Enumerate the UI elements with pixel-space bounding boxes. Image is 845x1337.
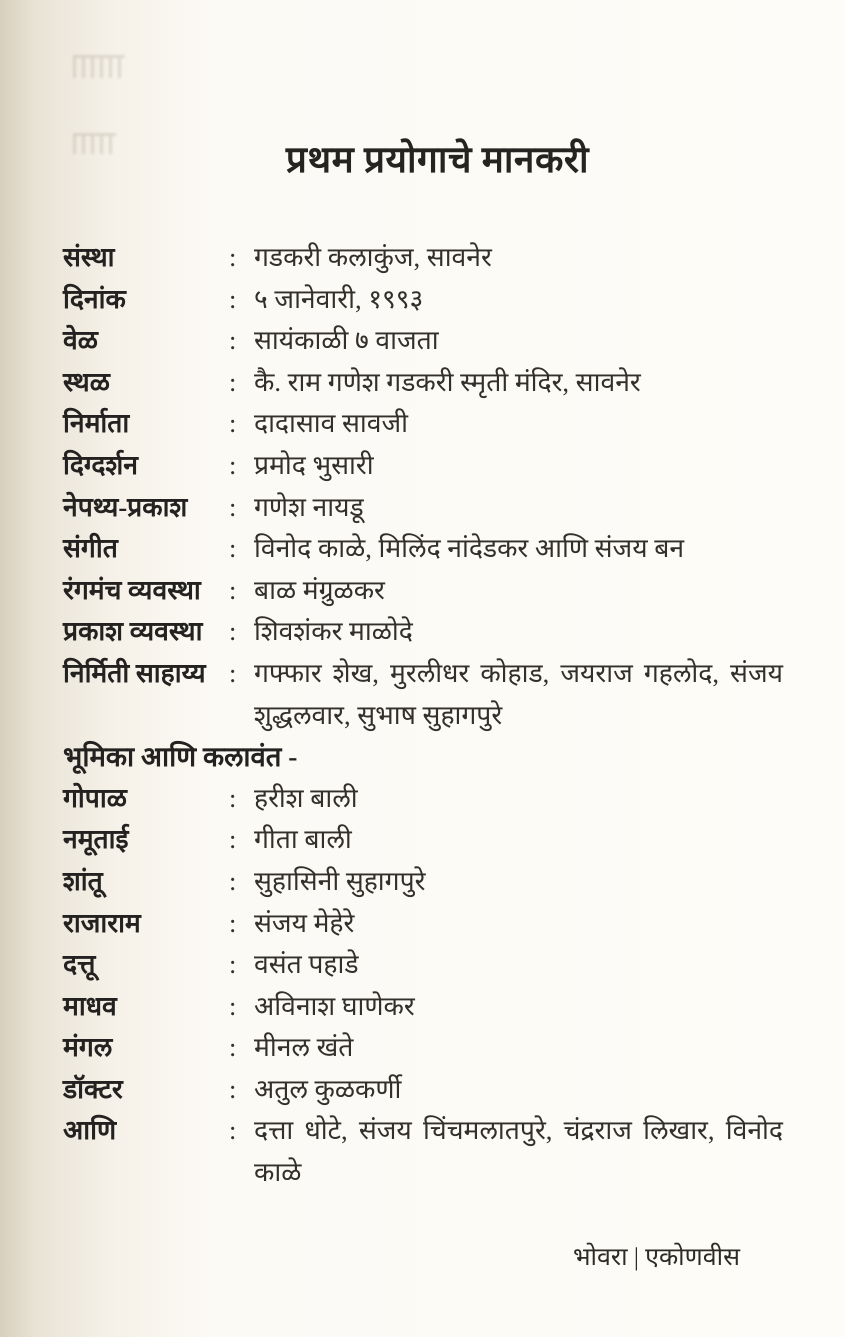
credit-label: संगीत <box>63 533 118 564</box>
cast-row <box>63 1027 783 1069</box>
page-title: प्रथम प्रयोगाचे मानकरी <box>285 140 590 181</box>
credit-value: सायंकाळी ७ वाजता <box>254 325 439 356</box>
cast-role: दत्तू <box>63 949 96 980</box>
show-through-mark <box>73 55 125 78</box>
credit-label: निर्मिती साहाय्य <box>63 657 206 688</box>
cast-role: डॉक्टर <box>63 1073 123 1104</box>
colon-separator: : <box>229 616 237 647</box>
cast-actor: अविनाश घाणेकर <box>254 990 415 1021</box>
colon-separator: : <box>229 782 237 813</box>
colon-separator: : <box>229 907 237 938</box>
credit-label: वेळ <box>63 325 98 356</box>
cast-actor: गीता बाली <box>254 824 352 855</box>
credit-row <box>63 403 783 445</box>
credit-row <box>63 279 783 321</box>
credit-label: स्थळ <box>63 366 110 397</box>
credit-value: ५ जानेवारी, १९९३ <box>254 283 424 314</box>
colon-separator: : <box>229 283 237 314</box>
cast-role: माधव <box>63 990 117 1021</box>
credit-row <box>63 570 783 612</box>
credit-row <box>63 487 783 529</box>
cast-list <box>63 778 783 1194</box>
cast-actor: सुहासिनी सुहागपुरे <box>254 865 426 896</box>
credit-label: संस्था <box>63 242 115 272</box>
cast-role: आणि <box>63 1115 117 1146</box>
cast-row <box>63 1069 783 1111</box>
colon-separator: : <box>229 1073 237 1104</box>
cast-row <box>63 1110 783 1193</box>
colon-separator: : <box>229 990 237 1021</box>
credit-value: प्रमोद भुसारी <box>254 449 374 480</box>
cast-role: गोपाळ <box>63 782 127 813</box>
colon-separator: : <box>229 242 237 272</box>
cast-actor: वसंत पहाडे <box>254 949 359 980</box>
cast-row <box>63 903 783 945</box>
credit-label: प्रकाश व्यवस्था <box>63 616 203 647</box>
colon-separator: : <box>229 1115 237 1146</box>
credit-row <box>63 237 783 279</box>
credits-list <box>63 237 783 736</box>
credit-label: रंगमंच व्यवस्था <box>63 574 201 605</box>
cast-actor: अतुल कुळकर्णी <box>254 1073 402 1104</box>
colon-separator: : <box>229 865 237 896</box>
cast-actor: दत्ता धोटे, संजय चिंचमलातपुरे, चंद्रराज लिखार, विनोद काळे <box>254 1115 783 1188</box>
credit-row <box>63 653 783 736</box>
colon-separator: : <box>229 366 237 397</box>
credit-value: गफ्फार शेख, मुरलीधर कोहाड, जयराज गहलोद, संजय शुद्धलवार, सुभाष सुहागपुरे <box>254 657 783 730</box>
colon-separator: : <box>229 449 237 480</box>
credit-value: विनोद काळे, मिलिंद नांदेडकर आणि संजय बन <box>254 533 685 564</box>
cast-actor: मीनल खंते <box>254 1032 354 1063</box>
colon-separator: : <box>229 491 237 522</box>
colon-separator: : <box>229 824 237 855</box>
cast-role: नमूताई <box>63 824 129 855</box>
cast-row <box>63 861 783 903</box>
page-footer: भोवरा | एकोणवीस <box>572 1244 740 1271</box>
credit-value: दादासाव सावजी <box>254 408 409 439</box>
cast-role: मंगल <box>63 1032 113 1063</box>
credit-row <box>63 445 783 487</box>
cast-actor: संजय मेहेरे <box>254 907 355 938</box>
cast-row <box>63 944 783 986</box>
colon-separator: : <box>229 408 237 439</box>
show-through-mark <box>73 133 116 154</box>
credit-row <box>63 611 783 653</box>
credit-value: शिवशंकर माळोदे <box>254 616 413 647</box>
credit-label: दिनांक <box>63 283 126 314</box>
cast-role: शांतू <box>63 865 103 896</box>
colon-separator: : <box>229 949 237 980</box>
credit-value: बाळ मंग्रुळकर <box>254 574 385 605</box>
cast-row <box>63 986 783 1028</box>
credit-label: नेपथ्य-प्रकाश <box>63 491 188 522</box>
credit-value: गडकरी कलाकुंज, सावनेर <box>254 242 492 272</box>
cast-row <box>63 819 783 861</box>
colon-separator: : <box>229 574 237 605</box>
colon-separator: : <box>229 325 237 356</box>
cast-row <box>63 778 783 820</box>
credit-row <box>63 362 783 404</box>
credit-value: कै. राम गणेश गडकरी स्मृती मंदिर, सावनेर <box>254 366 641 397</box>
credit-row <box>63 320 783 362</box>
page-content <box>0 183 845 1194</box>
colon-separator: : <box>229 1032 237 1063</box>
credit-value: गणेश नायडू <box>254 491 364 522</box>
credit-label: दिग्दर्शन <box>63 449 138 480</box>
colon-separator: : <box>229 533 237 564</box>
cast-role: राजाराम <box>63 907 141 938</box>
credit-row <box>63 528 783 570</box>
cast-section-heading: भूमिका आणि कलावंत - <box>63 741 298 773</box>
cast-actor: हरीश बाली <box>254 782 358 813</box>
colon-separator: : <box>229 657 237 688</box>
credit-label: निर्माता <box>63 408 130 439</box>
